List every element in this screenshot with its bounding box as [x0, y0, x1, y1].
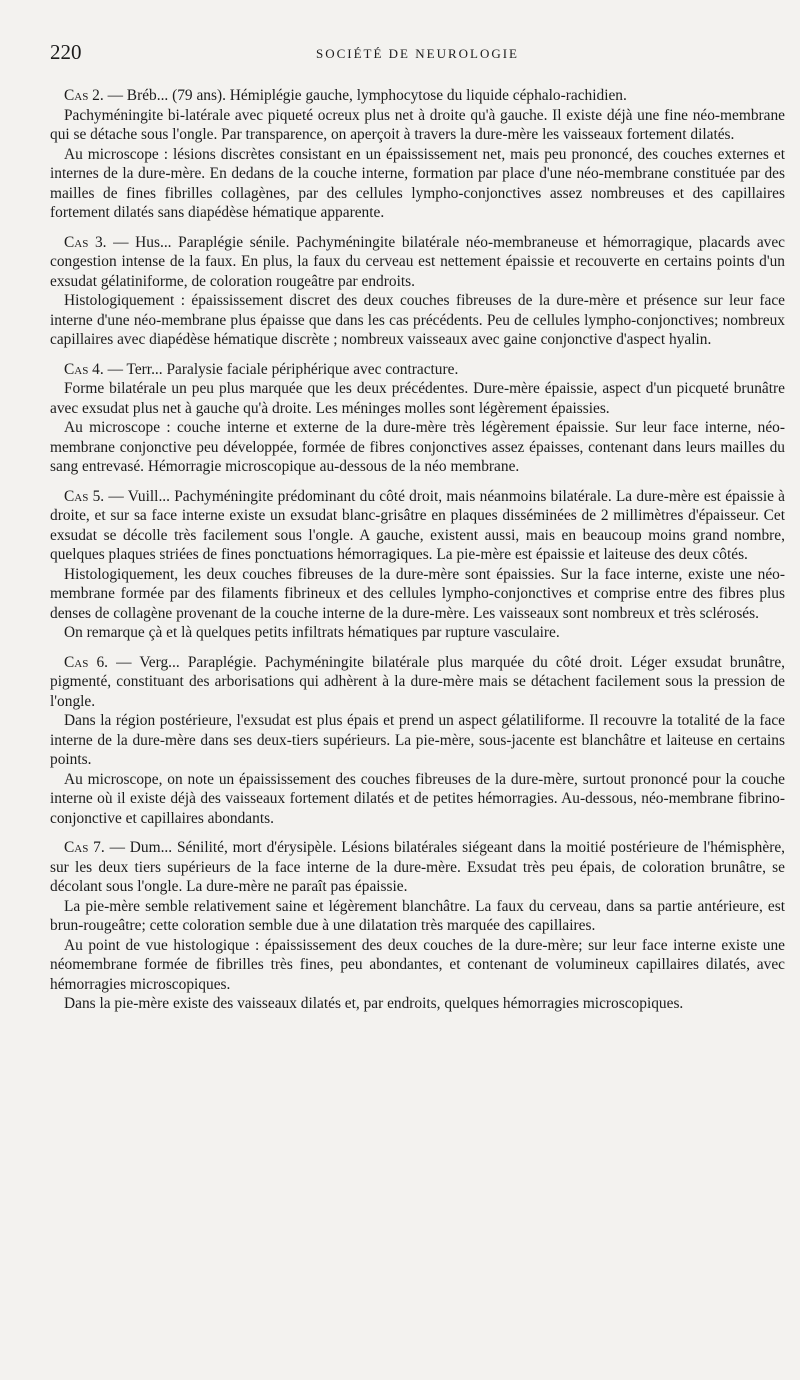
case-paragraph — [50, 418, 785, 477]
case-section — [50, 360, 785, 477]
case-paragraph — [50, 897, 785, 936]
paragraph-text: Au microscope : couche interne et externe de la dure-mère très légèrement épaissie. Sur leur face interne, néo-membrane conjonctive peu développée, formée de fibres conjonctives assez épaisses, contenant dans leurs mailles du sang entrevasé. Hémorragie microscopique au-dessous de la néo membrane. — [50, 419, 785, 475]
case-section — [50, 86, 785, 223]
case-label: Cas 5. — [64, 487, 105, 505]
case-label: Cas 2. — [64, 87, 104, 104]
case-section — [50, 233, 785, 350]
paragraph-text: Pachyméningite bi-latérale avec piqueté ocreux plus net à droite qu'à gauche. Il existe déjà une fine néo-membrane qui se détache sous l'ongle. Par transparence, on aperçoit à travers la dure-mère les vaisseaux fortement dilatés. — [50, 106, 785, 143]
case-intro-paragraph — [50, 838, 785, 897]
paragraph-text: — Vuill... Pachyméningite prédominant du côté droit, mais néanmoins bilatérale. La dure-mère est épaissie à droite, et sur sa face interne existe un exsudat blanc-grisâtre en plaques disséminées de 2 millimètres d'épaisseur. Cet exsudat se décolle très facilement sous l'ongle. A gauche, existent aussi, mais en beaucoup moins grand nombre, quelques plaques striées de fines ponctuations hémorragiques. La pie-mère est épaissie et laiteuse des deux côtés. — [50, 487, 785, 563]
case-intro-paragraph — [50, 487, 785, 565]
case-label: Cas 3. — [64, 233, 107, 251]
case-paragraph — [50, 994, 785, 1014]
paragraph-text: — Dum... Sénilité, mort d'érysipèle. Lésions bilatérales siégeant dans la moitié postérieure de l'hémisphère, sur les deux tiers supérieurs de la face interne de la dure-mère. Exsudat très peu épais, de coloration brunâtre, se décolant sous l'ongle. La dure-mère ne paraît pas épaissie. — [50, 839, 785, 895]
paragraph-text: On remarque çà et là quelques petits infiltrats hématiques par rupture vasculaire. — [64, 624, 560, 641]
case-paragraph — [50, 145, 785, 223]
page-number: 220 — [50, 40, 82, 64]
paragraph-text: — Hus... Paraplégie sénile. Pachyméningite bilatérale néo-membraneuse et hémorragique, placards avec congestion intense de la faux. En plus, la faux du cerveau est nettement épaissie et recouverte en certains points d'un exsudat gélatiniforme, de coloration rougeâtre par endroits. — [50, 233, 786, 290]
case-label: Cas 4. — [64, 360, 104, 378]
case-intro-paragraph — [50, 86, 785, 106]
page-header — [50, 40, 785, 70]
case-paragraph — [50, 379, 785, 418]
paragraph-text: — Verg... Paraplégie. Pachyméningite bilatérale plus marquée du côté droit. Léger exsudat brunâtre, pigmenté, constituant des arborisations qui adhèrent à la dure-mère mais se détachent facilement sous la pression de l'ongle. — [50, 653, 786, 710]
page — [50, 40, 785, 1024]
paragraph-text: Dans la région postérieure, l'exsudat est plus épais et prend un aspect gélatiliforme. Il recouvre la totalité de la face interne de la dure-mère dans ses deux-tiers supérieurs. La pie-mère, sous-jacente est blanchâtre et laiteuse en certains points. — [50, 712, 785, 768]
case-paragraph — [50, 711, 785, 770]
paragraph-text: Au microscope : lésions discrètes consistant en un épaississement net, mais peu prononcé, des couches externes et internes de la dure-mère. En dedans de la couche interne, formation par place d'une néo-membrane constituée par des mailles de fines fibrilles collagènes, par des cellules lympho-conjonctives assez nombreuses et des capillaires fortement dilatés sans diapédèse hématique apparente. — [50, 145, 785, 221]
case-intro-paragraph — [50, 360, 785, 380]
case-intro-paragraph — [50, 653, 785, 712]
paragraph-text: Au microscope, on note un épaississement des couches fibreuses de la dure-mère, surtout prononcé pour la couche interne où il existe déjà des vaisseaux fortement dilatés et de petites hémorragies. Au-dessous, néo-membrane fibrino-conjonctive et capillaires abondants. — [50, 770, 785, 827]
paragraph-text: Au point de vue histologique : épaississement des deux couches de la dure-mère; sur leur face interne existe une néomembrane formée de fibrilles très fines, peu abondantes, et contenant de volumineux capillaires dilatés, avec hémorragies microscopiques. — [50, 936, 785, 993]
running-head: SOCIÉTÉ DE NEUROLOGIE — [315, 46, 520, 61]
paragraph-text: Forme bilatérale un peu plus marquée que les deux précédentes. Dure-mère épaissie, aspect d'un picqueté brunâtre avec exsudat plus net à gauche qu'à droite. Les méninges molles sont légèrement épaissies. — [50, 380, 785, 417]
paragraph-text: Histologiquement, les deux couches fibreuses de la dure-mère sont épaissies. Sur la face interne, existe une néo-membrane formée par des filaments fibrineux et des cellules lympho-conjonctives et comprise entre des fibres plus denses de collagène provenant de la couche interne de la dure-mère. Les vaisseaux sont nombreux et très sclérosés. — [50, 565, 785, 622]
paragraph-text: — Terr... Paralysie faciale périphérique avec contracture. — [103, 360, 459, 378]
case-section — [50, 838, 785, 1014]
case-paragraph — [50, 565, 785, 624]
case-paragraph — [50, 623, 785, 643]
case-label: Cas 7. — [64, 839, 105, 856]
case-paragraph — [50, 106, 785, 145]
paragraph-text: Dans la pie-mère existe des vaisseaux dilatés et, par endroits, quelques hémorragies microscopiques. — [64, 995, 684, 1012]
document-body — [50, 86, 785, 1014]
case-label: Cas 6. — [64, 653, 109, 671]
case-intro-paragraph — [50, 233, 785, 292]
case-paragraph — [50, 936, 785, 995]
paragraph-text: — Bréb... (79 ans). Hémiplégie gauche, lymphocytose du liquide céphalo-rachidien. — [103, 87, 627, 104]
case-section — [50, 487, 785, 643]
case-section — [50, 653, 785, 829]
case-paragraph — [50, 291, 785, 350]
paragraph-text: La pie-mère semble relativement saine et légèrement blanchâtre. La faux du cerveau, dans sa partie antérieure, est brun-rougeâtre; cette coloration semble due à une dilatation très marquée des capillaires. — [50, 897, 785, 934]
case-paragraph — [50, 770, 785, 829]
paragraph-text: Histologiquement : épaississement discret des deux couches fibreuses de la dure-mère et présence sur leur face interne d'une néo-membrane plus épaisse que dans les cas précédents. Peu de cellules lympho-conjonctives; nombreux capillaires avec diapédèse hématique discrète ; nombreux vaisseaux avec gaine conjonctive d'aspect hyalin. — [50, 292, 785, 348]
